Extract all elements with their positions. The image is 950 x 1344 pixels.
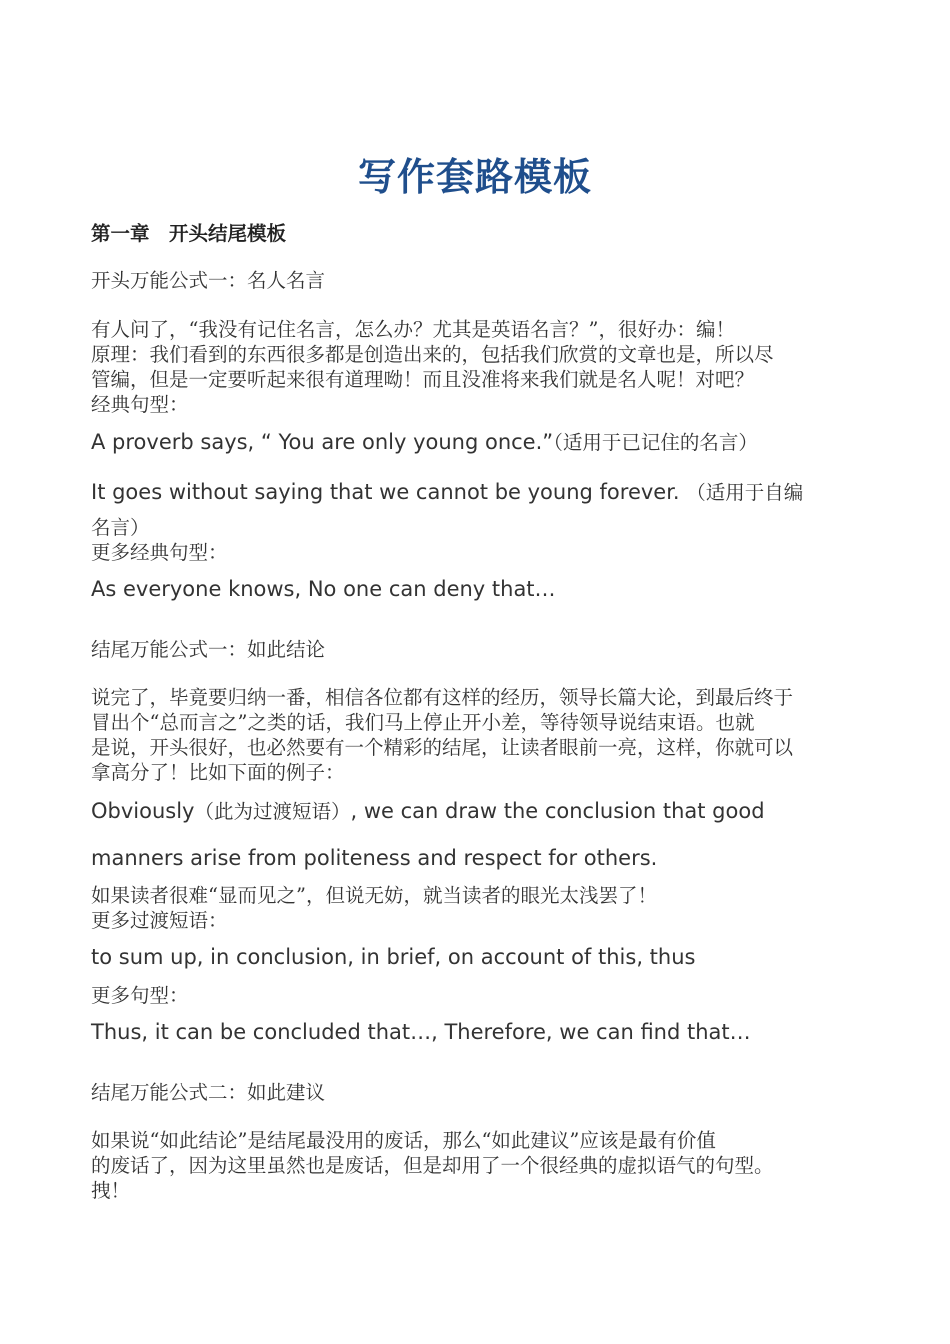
paragraph-line: 有人问了，“我没有记住名言，怎么办？尤其是英语名言？”，很好办：编！ [91,318,735,341]
paragraph-line: 经典句型： [91,393,189,416]
transition-phrases: to sum up, in conclusion, in brief, on account of this, thus [91,945,696,969]
paragraph-line: 冒出个“总而言之”之类的话，我们马上停止开小差，等待领导说结束语。也就 [91,711,755,734]
example-note: （此为过渡短语） [194,800,351,823]
conclusion-example-line2: manners arise from politeness and respect for others. [91,846,658,870]
section1-paragraph [91,317,863,417]
paragraph-line: 原理：我们看到的东西很多都是创造出来的，包括我们欣赏的文章也是，所以尽 [91,343,774,366]
more-phrases-label: 更多过渡短语： [91,909,228,932]
section-heading-conclusion: 结尾万能公式一：如此结论 [91,638,326,661]
example-english: A proverb says, “ You are only young once.” [91,430,554,454]
section-heading-opening: 开头万能公式一：名人名言 [91,269,326,292]
section-heading-suggestion: 结尾万能公式二：如此建议 [91,1081,326,1104]
example-english: It goes without saying that we cannot be young forever. [91,480,680,504]
section2-paragraph [91,685,863,785]
more-patterns-label: 更多经典句型： [91,541,228,564]
document-title: 写作套路模板 [357,154,592,199]
paragraph-line: 的废话了，因为这里虽然也是废话，但是却用了一个很经典的虚拟语气的句型。 [91,1154,774,1177]
example-english: Obviously [91,799,195,823]
section3-paragraph [91,1128,863,1203]
conclusion-note: 如果读者很难“显而见之”，但说无妨，就当读者的眼光太浅罢了！ [91,884,657,907]
example-sentence-2 [91,477,803,505]
paragraph-line: 说完了，毕竟要归纳一番，相信各位都有这样的经历，领导长篇大论，到最后终于 [91,686,794,709]
example-english: , we can draw the conclusion that good [350,799,765,823]
example-note: （适用于已记住的名言） [553,431,758,454]
chapter-heading: 第一章 开头结尾模板 [91,222,287,245]
example-sentence-1 [91,427,758,455]
more-patterns-english: As everyone knows, No one can deny that… [91,577,556,601]
more-sentences-label: 更多句型： [91,984,189,1007]
paragraph-line: 拽！ [91,1179,131,1202]
paragraph-line: 拿高分了！比如下面的例子： [91,761,345,784]
paragraph-line: 管编，但是一定要听起来很有道理呦！而且没准将来我们就是名人呢！对吧？ [91,368,755,391]
example-note-continued: 名言） [91,516,150,539]
conclusion-example-line1 [91,796,765,824]
paragraph-line: 是说，开头很好，也必然要有一个精彩的结尾，让读者眼前一亮，这样，你就可以 [91,736,794,759]
example-note: （适用于自编 [686,481,804,504]
more-sentences-english: Thus, it can be concluded that…, Therefore, we can find that… [91,1020,751,1044]
paragraph-line: 如果说“如此结论”是结尾最没用的废话，那么“如此建议”应该是最有价值 [91,1129,716,1152]
